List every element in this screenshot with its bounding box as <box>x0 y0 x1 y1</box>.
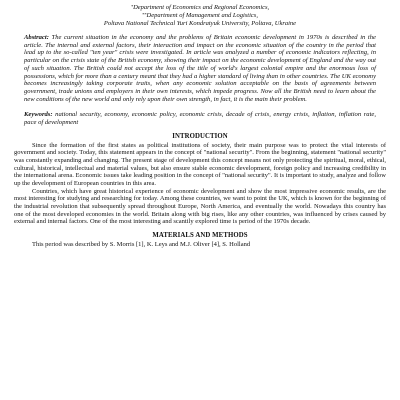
affiliation-economics <box>14 4 386 12</box>
keywords-label: Keywords: <box>24 111 53 119</box>
affiliation-text: Department of Economics and Regional Economics, <box>133 4 270 11</box>
abstract-text: The current situation in the economy and the problems of Britain economic development in 1970s is described in the article. The internal and external factors, their interaction and impact on the economic situation of the country in the period that lead up to the so-called "ten year" crisis were investigated. In article was analyzed a number of economic indicators reflecting, in particular on the crisis state of the British economy, showing their impact on the economic development of England and the way out of such situation. The British could not accept the loss of the title of world's largest colonial empire and the enormous loss of possessions, which for more than a century meant that they had a higher standard of living than in other countries. The UK economy becomes increasingly taking corporate traits, when any economic solution acceptable on the basis of agreements between government, trade unions and employers in their own interests, which impede progress. Now all the British need to learn about the new conditions of the new world and only rely upon their own strength, in fact, it is the main their problem. <box>24 34 376 103</box>
keywords <box>14 111 386 126</box>
affiliation-mark: * <box>130 4 134 9</box>
keywords-text: national security, economy, economic policy, economic crisis, decade of crisis, energy crisis, inflation, inflation rate, pace of development <box>24 111 376 127</box>
affiliation-university: Poltava National Technical Yuri Kondratyuk University, Poltava, Ukraine <box>103 20 297 27</box>
introduction-paragraph-1: Since the formation of the first states as political institutions of society, their main purpose was to protect the vital interests of government and society. Today, this statement appears in the concept of "national security". From the beginning, statement "national security" was constantly expanding and changing. The present stage of development this concept means not only protecting the spiritual, moral, ethical, cultural, historical, intellectual and material values, but also ensure stable economic development, foreign policy and increasing credibility in the international arena. Economic issues take leading position in the concept of "national security". It is important to study, analyze and follow up the development of European countries in this area. <box>14 141 386 188</box>
introduction-paragraph-2: Countries, which have great historical experience of economic development and show the most impressive economic results, are the most interesting for studying and researching for today. Among these countries, we want to point the UK, which is known for the beginning of the industrial revolution that subsequently spread throughout Europe, North America, and eventually the world. Nowadays this country has one of the most developed economies in the world. Britain along with big rises, like any other countries, was influenced by crises caused by external and internal factors. One of the most interesting and scantily explored time is period of the 1970s decade. <box>14 187 386 226</box>
affiliations <box>14 4 386 28</box>
abstract <box>14 34 386 103</box>
affiliation-management <box>14 12 386 20</box>
affiliation-mark: ** <box>142 12 147 17</box>
abstract-label: Abstract: <box>24 34 49 41</box>
section-heading-introduction: INTRODUCTION <box>172 132 228 140</box>
methods-paragraph-1: This period was described by S. Morris [1], K. Leys and M.J. Oliver [4], S. Holland <box>32 240 251 248</box>
affiliation-text: Department of Management and Logistics, <box>146 12 258 19</box>
section-heading-methods: MATERIALS AND METHODS <box>152 231 248 239</box>
